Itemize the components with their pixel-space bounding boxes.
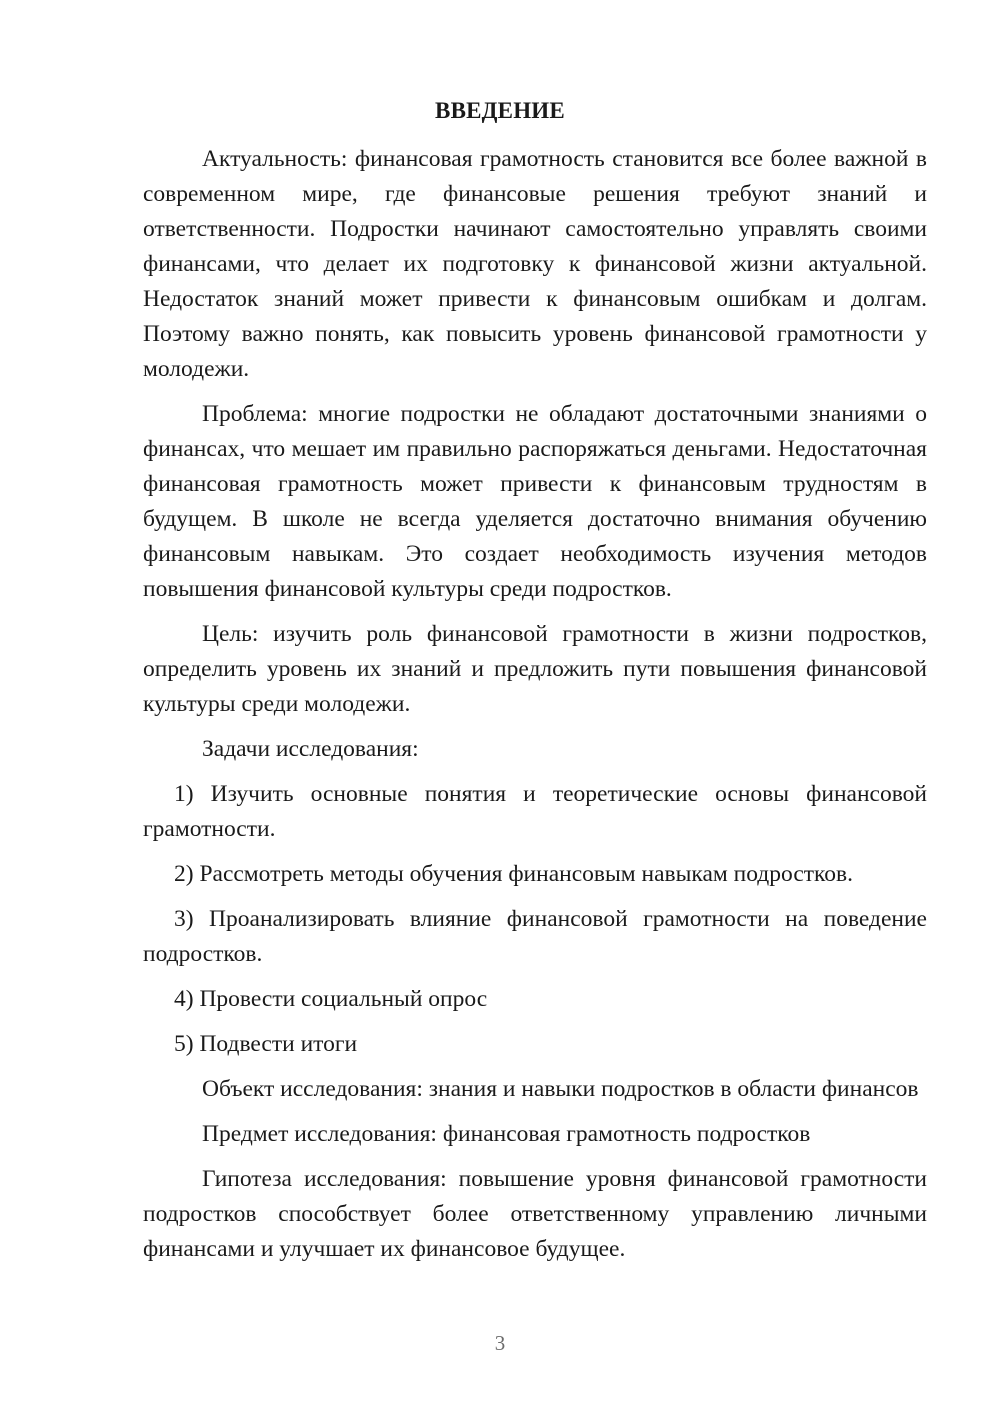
object-paragraph: Объект исследования: знания и навыки подростков в области финансов — [202, 1076, 919, 1102]
goal-paragraph: Цель: изучить роль финансовой грамотности в жизни подростков, определить уровень их знаний и предложить пути повышения финансовой культуры среди молодежи. — [143, 621, 927, 717]
tasks-list — [143, 777, 927, 1062]
problem-paragraph: Проблема: многие подростки не обладают достаточными знаниями о финансах, что мешает им правильно распоряжаться деньгами. Недостаточная финансовая грамотность может привести к финансовым трудностям в будущем. В школе не всегда уделяется достаточно внимания обучению финансовым навыкам. Это создает необходимость изучения методов повышения финансовой культуры среди подростков. — [143, 401, 927, 602]
relevance-paragraph: Актуальность: финансовая грамотность становится все более важной в современном мире, где финансовые решения требуют знаний и ответственности. Подростки начинают самостоятельно управлять своими финансами, что делает их подготовку к финансовой жизни актуальной. Недостаток знаний может привести к финансовым ошибкам и долгам. Поэтому важно понять, как повысить уровень финансовой грамотности у молодежи. — [143, 146, 927, 382]
page-number: 3 — [494, 1331, 506, 1355]
list-item: 4) Провести социальный опрос — [174, 986, 488, 1012]
document-body — [143, 142, 927, 1277]
list-item: 3) Проанализировать влияние финансовой грамотности на поведение подростков. — [143, 906, 927, 967]
page-title: ВВЕДЕНИЕ — [435, 98, 565, 123]
list-item: 1) Изучить основные понятия и теоретические основы финансовой грамотности. — [143, 781, 927, 842]
list-item: 2) Рассмотреть методы обучения финансовым навыкам подростков. — [174, 861, 853, 887]
tasks-heading: Задачи исследования: — [202, 736, 419, 762]
subject-paragraph: Предмет исследования: финансовая грамотность подростков — [202, 1121, 811, 1147]
hypothesis-paragraph: Гипотеза исследования: повышение уровня финансовой грамотности подростков способствует более ответственному управлению личными финансами и улучшает их финансовое будущее. — [143, 1166, 927, 1262]
list-item: 5) Подвести итоги — [174, 1031, 358, 1057]
